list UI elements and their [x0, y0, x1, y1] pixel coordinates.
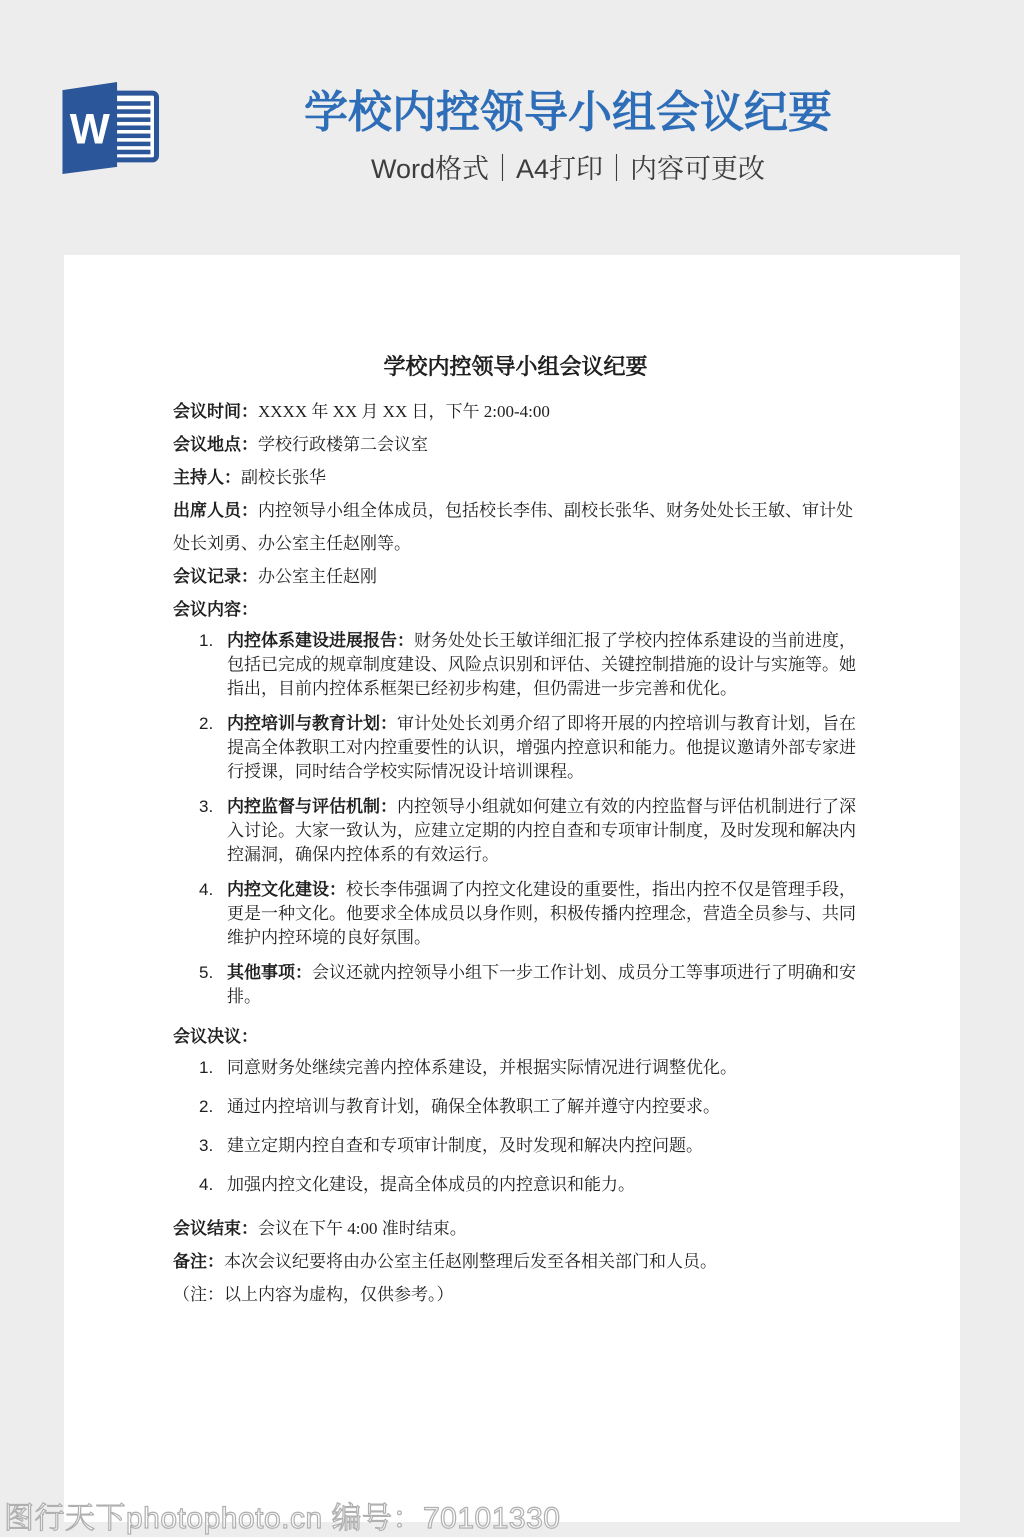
item-text: 建立定期内控自查和专项审计制度，及时发现和解决内控问题。: [227, 1136, 703, 1155]
meta-attendees-label: 出席人员：: [173, 501, 258, 520]
resolution-item: [173, 1134, 858, 1158]
meta-place-label: 会议地点：: [173, 435, 258, 454]
closing-line: [173, 1212, 858, 1245]
item-text: 校长李伟强调了内控文化建设的重要性，指出内控不仅是管理手段，更是一种文化。他要求全体成员以身作则，积极传播内控理念，营造全员参与、共同维护内控环境的良好氛围。: [227, 880, 856, 947]
svg-text:W: W: [69, 105, 110, 153]
item-lead: 内控体系建设进展报告：: [227, 631, 414, 650]
item-number: 1.: [199, 631, 214, 650]
item-text: 财务处处长王敏详细汇报了学校内控体系建设的当前进度，包括已完成的规章制度建设、风险点识别和评估、关键控制措施的设计与实施等。她指出，目前内控体系框架已经初步构建，但仍需进一步完善和优化。: [227, 631, 856, 698]
meta-recorder-label: 会议记录：: [173, 567, 258, 586]
content-list: [173, 629, 858, 1009]
document-content: [173, 351, 858, 1311]
resolution-item: [173, 1095, 858, 1119]
item-lead: 其他事项：: [227, 963, 312, 982]
document-title: 学校内控领导小组会议纪要: [383, 354, 648, 379]
item-lead: 内控文化建设：: [227, 880, 346, 899]
page-title: 学校内控领导小组会议纪要: [304, 88, 832, 137]
closing-label: 会议结束：: [173, 1219, 258, 1238]
item-number: 2.: [199, 714, 214, 733]
item-text: 加强内控文化建设，提高全体成员的内控意识和能力。: [227, 1175, 635, 1194]
resolution-heading: 会议决议：: [173, 1027, 258, 1046]
content-item: [173, 795, 858, 867]
meta-host-value: 副校长张华: [241, 468, 326, 487]
content-item: [173, 712, 858, 784]
meta-recorder-value: 办公室主任赵刚: [258, 567, 377, 586]
resolution-item: [173, 1056, 858, 1080]
remark-text: 本次会议纪要将由办公室主任赵刚整理后发至各相关部门和人员。: [224, 1252, 717, 1271]
resolution-item: [173, 1173, 858, 1197]
site-watermark: 图行天下photophoto.cn 编号：70101330: [4, 1502, 561, 1535]
document-page: [64, 255, 960, 1522]
item-number: 4.: [199, 880, 214, 899]
item-number: 2.: [199, 1097, 214, 1116]
item-number: 1.: [199, 1058, 214, 1077]
meta-attendees: [173, 494, 858, 560]
item-number: 3.: [199, 1136, 214, 1155]
item-number: 3.: [199, 797, 214, 816]
item-number: 4.: [199, 1175, 214, 1194]
content-heading: 会议内容：: [173, 600, 258, 619]
remark-line: [173, 1245, 858, 1278]
item-text: 会议还就内控领导小组下一步工作计划、成员分工等事项进行了明确和安排。: [227, 963, 856, 1006]
content-item: [173, 878, 858, 950]
content-item: [173, 961, 858, 1009]
meeting-meta: [173, 395, 858, 626]
meta-place-value: 学校行政楼第二会议室: [258, 435, 428, 454]
meta-attendees-value: 内控领导小组全体成员，包括校长李伟、副校长张华、财务处处长王敏、审计处处长刘勇、办公室主任赵刚等。: [173, 501, 853, 553]
meta-host: [173, 461, 858, 494]
meta-recorder: [173, 560, 858, 593]
resolution-heading-wrap: [173, 1020, 858, 1053]
closing-text: 会议在下午 4:00 准时结束。: [258, 1219, 467, 1238]
meta-host-label: 主持人：: [173, 468, 241, 487]
disclaimer-line: （注：以上内容为虚构，仅供参考。）: [173, 1285, 454, 1304]
item-text: 内控领导小组就如何建立有效的内控监督与评估机制进行了深入讨论。大家一致认为，应建立定期的内控自查和专项审计制度，及时发现和解决内控漏洞，确保内控体系的有效运行。: [227, 797, 856, 864]
content-item: [173, 629, 858, 701]
meta-time: [173, 395, 858, 428]
header: [112, 88, 1024, 186]
item-lead: 内控培训与教育计划：: [227, 714, 397, 733]
meta-time-value: XXXX 年 XX 月 XX 日，下午 2:00-4:00: [258, 402, 550, 421]
item-text: 审计处处长刘勇介绍了即将开展的内控培训与教育计划，旨在提高全体教职工对内控重要性的认识，增强内控意识和能力。他提议邀请外部专家进行授课，同时结合学校实际情况设计培训课程。: [227, 714, 856, 781]
page-subtitle: Word格式｜A4打印｜内容可更改: [370, 153, 766, 184]
item-lead: 内控监督与评估机制：: [227, 797, 397, 816]
remark-label: 备注：: [173, 1252, 224, 1271]
resolution-list: [173, 1056, 858, 1197]
item-text: 同意财务处继续完善内控体系建设，并根据实际情况进行调整优化。: [227, 1058, 737, 1077]
meta-time-label: 会议时间：: [173, 402, 258, 421]
item-number: 5.: [199, 963, 214, 982]
item-text: 通过内控培训与教育计划，确保全体教职工了解并遵守内控要求。: [227, 1097, 720, 1116]
meta-place: [173, 428, 858, 461]
document-tail: [173, 1212, 858, 1311]
